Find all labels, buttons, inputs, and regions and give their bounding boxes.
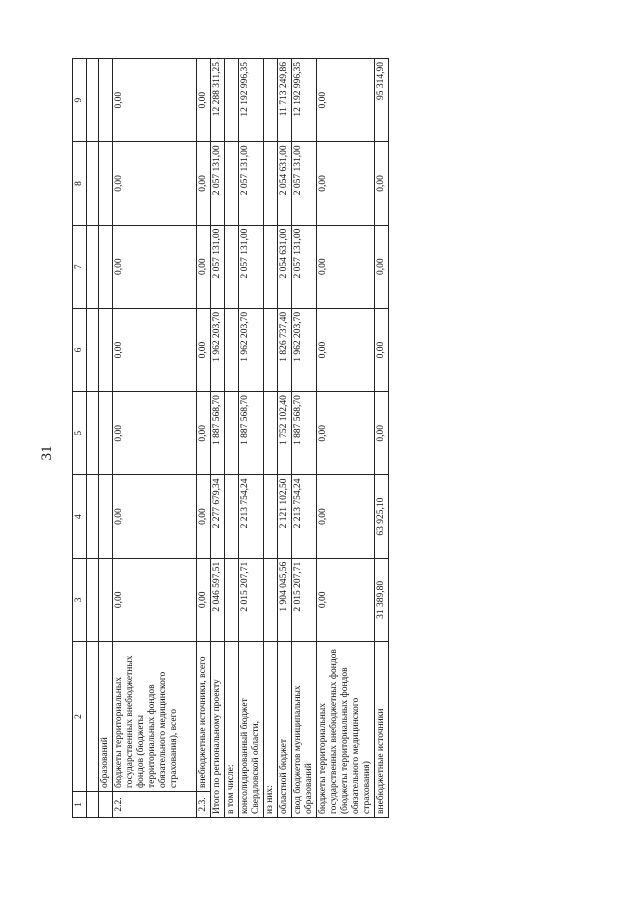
value-cell: 0,00 (113, 558, 197, 641)
value-cell: 0,00 (197, 225, 211, 308)
table-row (317, 59, 375, 818)
value-cell: 0,00 (375, 308, 389, 391)
table-row (278, 59, 292, 818)
value-cell: 0,00 (113, 308, 197, 391)
value-cell: 0,00 (113, 225, 197, 308)
row-label: внебюджетные источники, всего (197, 642, 211, 792)
table-row (264, 59, 278, 818)
budget-table-container (72, 58, 386, 818)
value-cell: 2 057 131,00 (292, 142, 317, 225)
table-row (113, 59, 197, 818)
value-cell: 1 887 568,70 (211, 392, 225, 475)
value-cell: 0,00 (197, 475, 211, 558)
value-cell: 0,00 (197, 558, 211, 641)
value-cell: 0,00 (375, 225, 389, 308)
value-cell: 0,00 (113, 59, 197, 142)
value-cell: 0,00 (317, 142, 375, 225)
value-cell: 11 713 249,86 (278, 59, 292, 142)
value-cell: 12 288 311,25 (211, 59, 225, 142)
value-cell: 0,00 (317, 475, 375, 558)
value-cell: 63 925,10 (375, 475, 389, 558)
value-cell: 2 015 207,71 (239, 558, 264, 641)
value-cell: 2 057 131,00 (292, 225, 317, 308)
value-cell: 1 904 045,56 (278, 558, 292, 641)
value-cell: 2 213 754,24 (292, 475, 317, 558)
value-cell: 0,00 (317, 392, 375, 475)
table-row (99, 59, 113, 818)
table-row (375, 59, 389, 818)
value-cell: 0,00 (197, 59, 211, 142)
value-cell: 95 314,90 (375, 59, 389, 142)
value-cell: 0,00 (113, 475, 197, 558)
value-cell: 1 752 102,40 (278, 392, 292, 475)
value-cell: 0,00 (317, 225, 375, 308)
value-cell: 2 057 131,00 (239, 142, 264, 225)
value-cell: 1 887 568,70 (239, 392, 264, 475)
table-row (211, 59, 225, 818)
value-cell: 2 057 131,00 (211, 225, 225, 308)
header-cell: 4 (73, 475, 87, 558)
header-row (73, 59, 87, 818)
row-label: консолидированный бюджет Свердловской области, (239, 642, 264, 818)
value-cell: 1 962 203,70 (211, 308, 225, 391)
value-cell: 2 015 207,71 (292, 558, 317, 641)
value-cell: 0,00 (375, 142, 389, 225)
value-cell: 12 192 996,35 (292, 59, 317, 142)
row-label: областной бюджет (278, 642, 292, 818)
value-cell: 0,00 (317, 308, 375, 391)
value-cell: 12 192 996,35 (239, 59, 264, 142)
value-cell: 2 213 754,24 (239, 475, 264, 558)
table-row (225, 59, 239, 818)
value-cell: 1 826 737,40 (278, 308, 292, 391)
value-cell: 2 046 597,51 (211, 558, 225, 641)
header-cell: 1 (73, 792, 87, 818)
row-label: Итого по региональному проекту (211, 642, 225, 818)
value-cell: 2 277 679,34 (211, 475, 225, 558)
value-cell: 1 887 568,70 (292, 392, 317, 475)
value-cell: 2 054 631,00 (278, 225, 292, 308)
row-label: бюджеты территориальных государственных внебюджетных фондов (бюджеты территориальных фондов обязательного медицинского страхования), всего (113, 642, 197, 792)
value-cell: 2 057 131,00 (211, 142, 225, 225)
header-cell: 9 (73, 59, 87, 142)
row-label: из них: (264, 642, 278, 818)
value-cell: 2 054 631,00 (278, 142, 292, 225)
value-cell: 0,00 (197, 392, 211, 475)
value-cell: 0,00 (113, 392, 197, 475)
value-cell: 0,00 (317, 558, 375, 641)
value-cell: 0,00 (197, 142, 211, 225)
row-label: бюджеты территориальных государственных внебюджетных фондов (бюджеты территориальных фондов обязательного медицинского страхования) (317, 642, 375, 818)
budget-table (72, 58, 389, 818)
value-cell: 0,00 (375, 392, 389, 475)
value-cell: 0,00 (317, 59, 375, 142)
header-cell: 2 (73, 642, 87, 792)
header-cell: 8 (73, 142, 87, 225)
table-row (292, 59, 317, 818)
value-cell: 1 962 203,70 (239, 308, 264, 391)
row-label: образований (99, 642, 113, 792)
row-label: в том числе: (225, 642, 239, 818)
value-cell: 0,00 (113, 142, 197, 225)
page-number: 31 (39, 445, 55, 461)
row-number: 2.2. (113, 792, 197, 818)
value-cell: 0,00 (197, 308, 211, 391)
table-row (87, 59, 99, 818)
value-cell: 1 962 203,70 (292, 308, 317, 391)
header-cell: 7 (73, 225, 87, 308)
header-cell: 6 (73, 308, 87, 391)
value-cell: 2 057 131,00 (239, 225, 264, 308)
header-cell: 5 (73, 392, 87, 475)
table-row (239, 59, 264, 818)
header-cell: 3 (73, 558, 87, 641)
value-cell: 31 389,80 (375, 558, 389, 641)
table-row (197, 59, 211, 818)
row-label: свод бюджетов муниципальных образований (292, 642, 317, 818)
row-label: внебюджетные источники (375, 642, 389, 818)
value-cell: 2 121 102,50 (278, 475, 292, 558)
row-number: 2.3. (197, 792, 211, 818)
